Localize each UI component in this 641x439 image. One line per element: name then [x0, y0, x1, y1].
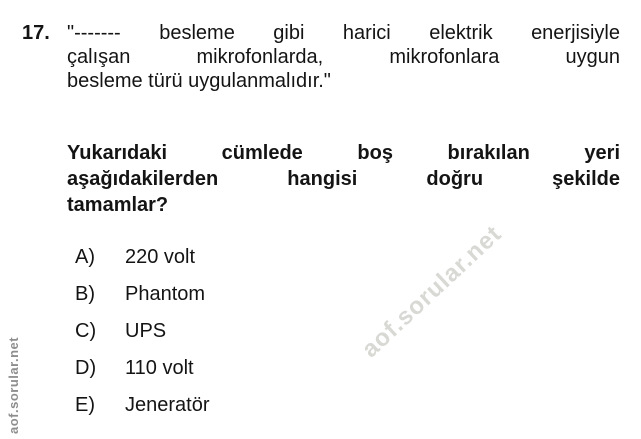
- question-quote: [67, 21, 620, 93]
- option-text-a: 220 volt: [125, 246, 196, 268]
- option-text-d: 110 volt: [125, 357, 194, 379]
- quote-line-1: "------- besleme gibi harici elektrik enerjisiyle: [67, 22, 620, 44]
- option-letter-e: E): [75, 394, 95, 416]
- question-body: [67, 21, 620, 430]
- option-text-e: Jeneratör: [125, 394, 210, 416]
- option-row-c: [75, 319, 620, 343]
- option-row-d: [75, 356, 620, 380]
- quote-line-2: çalışan mikrofonlarda, mikrofonlara uygun: [67, 46, 620, 68]
- option-row-a: [75, 245, 620, 269]
- option-text-b: Phantom: [125, 283, 206, 305]
- option-letter-b: B): [75, 283, 95, 305]
- option-letter-a: A): [75, 246, 95, 268]
- question-prompt: [67, 140, 620, 218]
- prompt-line-1: Yukarıdaki cümlede boş bırakılan yeri: [67, 142, 620, 164]
- watermark-left-vertical: aof.sorular.net: [6, 336, 21, 434]
- option-row-e: [75, 393, 620, 417]
- option-row-b: [75, 282, 620, 306]
- question-number: 17.: [22, 22, 50, 44]
- option-letter-d: D): [75, 357, 97, 379]
- watermark-diagonal: aof.sorular.net: [356, 220, 508, 364]
- options-list: [75, 245, 620, 417]
- prompt-line-2: aşağıdakilerden hangisi doğru şekilde: [67, 168, 620, 190]
- prompt-line-3: tamamlar?: [67, 194, 169, 216]
- option-text-c: UPS: [125, 320, 167, 342]
- option-letter-c: C): [75, 320, 97, 342]
- quote-line-3: besleme türü uygulanmalıdır.": [67, 70, 331, 92]
